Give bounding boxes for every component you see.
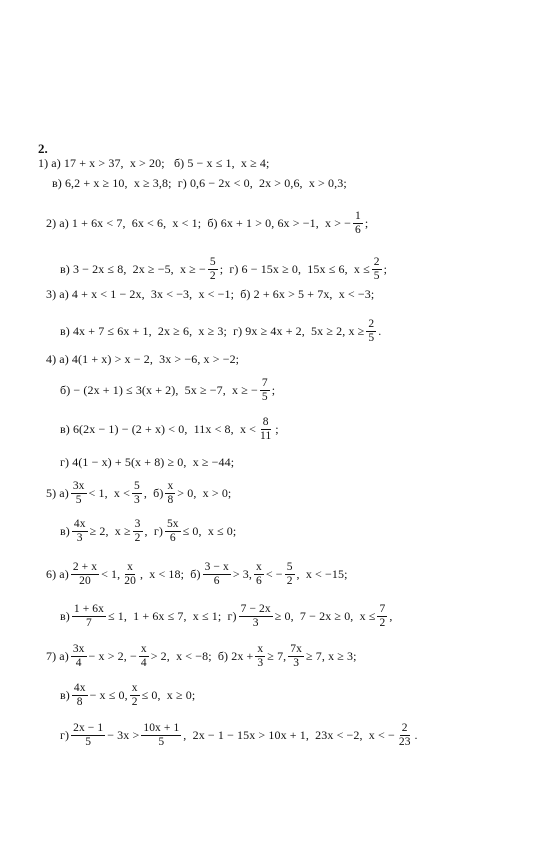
numerator: 5 [286,561,293,573]
fraction [366,318,376,345]
answer-text: . [414,728,418,742]
answer-4-b [60,377,275,404]
fraction [71,480,87,507]
fraction [72,518,88,545]
answer-7-g [60,722,418,749]
numerator: 8 [262,416,269,428]
fraction [165,518,181,545]
denominator: 5 [261,391,268,403]
fraction [203,561,231,588]
answer-text: < 1, x < [88,486,130,500]
fraction [71,561,99,588]
denominator: 3 [76,532,83,544]
denominator: 6 [255,575,262,587]
answer-text: ≥ 2, x ≥ [89,524,131,538]
numerator: 7x [290,643,302,655]
denominator: 8 [167,494,174,506]
answer-6-vg [60,603,392,630]
answer-text: > 2, x < −8; б) 2x + [150,649,254,663]
fraction [208,256,218,283]
answer-6-ab [46,561,348,588]
fraction [133,518,143,545]
fraction [130,682,140,709]
denominator: 4 [140,657,147,669]
answer-1-vg [52,177,347,190]
numerator: 4x [73,518,86,530]
numerator: 7 [379,603,386,615]
exercise-number: 2. [38,141,48,156]
answer-text: в) [60,524,70,538]
fraction [71,722,105,749]
numerator: 2 + x [72,561,98,573]
answer-text: , б) [143,486,164,500]
denominator: 5 [85,736,92,748]
numerator: 3 − x [204,561,229,573]
answer-text: < − [265,567,283,581]
fraction [377,603,387,630]
answer-text: 3) а) 4 + x < 1 − 2x, 3x < −3, x < −1; б) 2 + 6x > 5 + 7x, x < −3; [46,287,375,301]
numerator: 2 [373,256,380,268]
answer-text: ; [383,262,388,276]
answer-1-ab [38,157,269,170]
answer-text: . [378,324,382,338]
numerator: x [131,682,138,694]
answer-text: г) [60,728,70,742]
answer-text: ; г) 6 − 15x ≥ 0, 15x ≤ 6, x ≤ [219,262,370,276]
denominator: 3 [293,657,300,669]
numerator: 7 − 2x [240,603,271,615]
numerator: 3x [72,480,85,492]
fraction [132,480,142,507]
denominator: 5 [368,332,375,344]
answer-7-v [60,682,195,709]
numerator: x [167,480,174,492]
answer-3-ab [46,288,374,301]
numerator: 10x + 1 [143,722,180,734]
answer-text: в) [60,609,70,623]
fraction [239,603,273,630]
answer-5-vg [60,518,236,545]
answer-text: 6) а) [46,567,69,581]
numerator: 4x [73,682,86,694]
answer-text: − 3x > [107,728,140,742]
numerator: 5 [133,480,140,492]
answer-text: , x < −15; [296,567,348,581]
answer-text: > 0, x > 0; [177,486,232,500]
answer-text: − x > 2, − [88,649,137,663]
denominator: 8 [76,696,83,708]
denominator: 6 [213,575,220,587]
fraction [122,561,138,588]
answer-text: г) 4(1 − x) + 5(x + 8) ≥ 0, x ≥ −44; [60,455,235,469]
denominator: 3 [257,657,264,669]
fraction [285,561,295,588]
answer-text: в) 6(2x − 1) − (2 + x) < 0, 11x < 8, x < [60,422,257,436]
numerator: 3x [72,643,85,655]
fraction [288,643,304,670]
answer-text: − x ≤ 0, [89,688,128,702]
answer-text: , 2x − 1 − 15x > 10x + 1, 23x < −2, x < − [183,728,395,742]
numerator: x [140,643,147,655]
answer-text: ≤ 1, 1 + 6x ≤ 7, x ≤ 1; г) [107,609,237,623]
denominator: 5 [158,736,165,748]
answer-text: , [389,609,393,623]
numerator: 2 [401,722,408,734]
answer-text: в) 4x + 7 ≤ 6x + 1, 2x ≥ 6, x ≥ 3; г) 9x ≥ 4x + 2, 5x ≥ 2, x ≥ [60,324,365,338]
fraction [165,480,175,507]
fraction [254,561,264,588]
numerator: x [257,643,264,655]
answer-text: в) 6,2 + x ≥ 10, x ≥ 3,8; г) 0,6 − 2x < 0, 2x > 0,6, x > 0,3; [52,176,347,190]
denominator: 7 [85,617,92,629]
answer-text: 4) а) 4(1 + x) > x − 2, 3x > −6, x > −2; [46,352,240,366]
answer-text: , x < 18; б) [139,567,201,581]
answer-text: > 3, [232,567,252,581]
answer-text: ≥ 0, 7 − 2x ≥ 0, x ≤ [274,609,376,623]
answer-text: в) [60,688,70,702]
answer-text: ≤ 0, x ≥ 0; [141,688,196,702]
answer-text: 7) а) [46,649,69,663]
denominator: 6 [355,224,361,236]
denominator: 2 [209,270,216,282]
numerator: x [255,561,262,573]
fraction [372,256,382,283]
denominator: 2 [286,575,293,587]
answer-text: б) − (2x + 1) ≤ 3(x + 2), 5x ≥ −7, x ≥ − [60,383,258,397]
denominator: 2 [379,617,386,629]
fraction [260,377,270,404]
fraction [258,416,273,443]
answer-text: в) 3 − 2x ≤ 8, 2x ≥ −5, x ≥ − [60,262,206,276]
denominator: 20 [79,575,91,587]
fraction [397,722,413,749]
answer-text: ; [275,422,279,436]
answer-text: ≥ 7, [267,649,287,663]
denominator: 2 [134,532,141,544]
denominator: 4 [75,657,82,669]
numerator: 2x − 1 [73,722,104,734]
answer-4-g [60,456,234,469]
answer-4-a [46,353,239,366]
answer-text: ≤ 0, x ≤ 0; [182,524,237,538]
answer-2-ab [46,210,368,237]
denominator: 20 [124,575,136,587]
answer-text: ≥ 7, x ≥ 3; [305,649,357,663]
fraction [353,210,363,237]
denominator: 3 [252,617,259,629]
fraction [255,643,265,670]
fraction [71,643,87,670]
denominator: 5 [75,494,82,506]
answer-text: 5) а) [46,486,69,500]
denominator: 6 [169,532,176,544]
denominator: 2 [131,696,138,708]
answer-text: < 1, [101,567,121,581]
numerator: 5 [209,256,216,268]
numerator: x [127,561,134,573]
answer-4-v [60,416,279,443]
numerator: 3 [134,518,141,530]
numerator: 1 + 6x [73,603,104,615]
denominator: 11 [260,430,272,442]
answer-2-vg [60,256,387,283]
denominator: 23 [398,736,411,748]
answer-7-ab [46,643,357,670]
numerator: 5x [166,518,179,530]
fraction [141,722,181,749]
denominator: 5 [373,270,380,282]
fraction [72,603,106,630]
answer-5-ab [46,480,231,507]
fraction [139,643,149,670]
answer-3-vg [60,318,381,345]
answer-text: ; [271,383,276,397]
numerator: 7 [261,377,268,389]
numerator: 1 [355,210,361,222]
answer-text: 2) а) 1 + 6x < 7, 6x < 6, x < 1; б) 6x + 1 > 0, 6x > −1, x > − [46,216,352,230]
numerator: 2 [368,318,375,330]
answer-text: 1) а) 17 + x > 37, x > 20; б) 5 − x ≤ 1, x ≥ 4; [38,156,270,170]
denominator: 3 [133,494,140,506]
fraction [72,682,88,709]
answer-text: ; [364,216,369,230]
answer-text: , г) [144,524,163,538]
